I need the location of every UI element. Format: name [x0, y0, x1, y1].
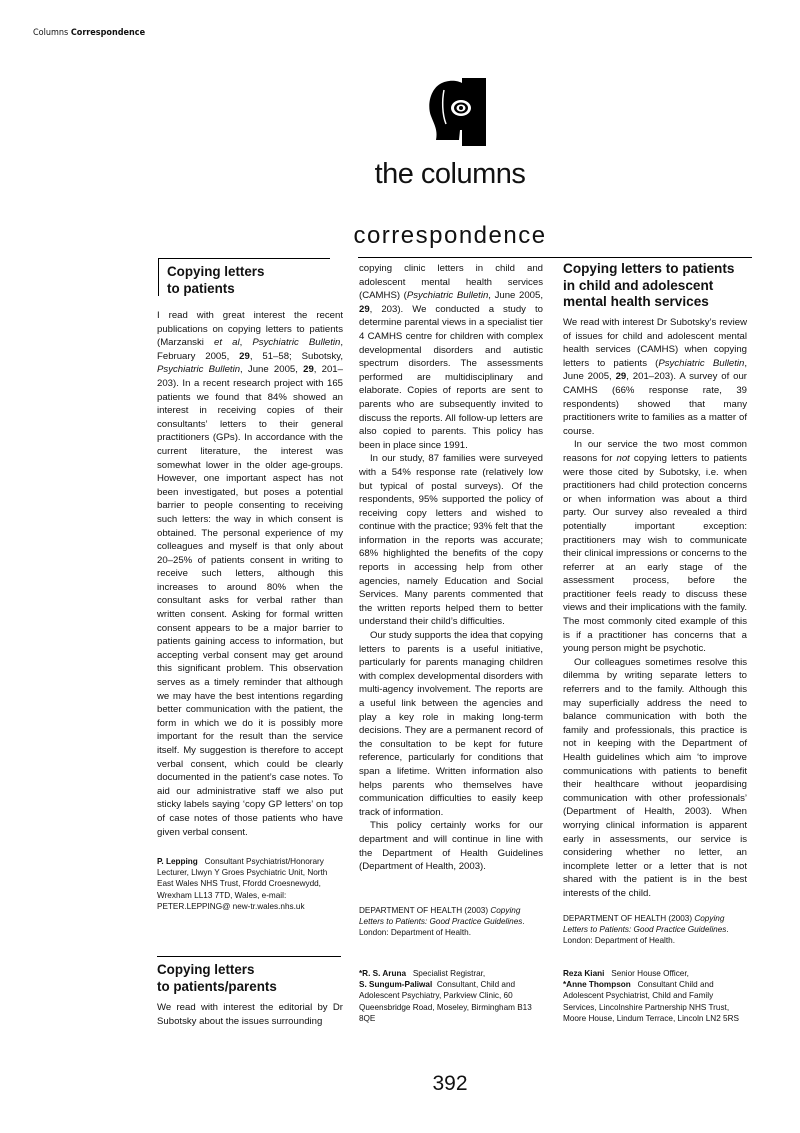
header-section: Columns [33, 28, 69, 38]
letter2-body-start: We read with interest the editorial by Dr Subotsky about the issues surrounding [157, 1002, 343, 1027]
letter1-title: Copying letters to patients [167, 264, 265, 296]
masthead-subtitle: correspondence [353, 222, 547, 249]
letter3-paragraph: We read with interest Dr Subotsky’s review of issues for child and adolescent mental health services (CAMHS) when copying letters to patients (Psychiatric Bulletin, June 2005, 29, 201–203). A survey of our CAMHS (66% response rate, 39 respondents) showed that many practitioners write to families as a matter of course. [563, 317, 747, 437]
letter2-signature: *R. S. Aruna Specialist Registrar, S. Sungum-Paliwal Consultant, Child and Adolescent Psychiatry, Parkview Clinic, 60 Queensbridge Road, Moseley, Birmingham B13 8QE [359, 969, 532, 1023]
letter2-paragraph: copying clinic letters in child and adolescent mental health services (CAMHS) (Psychiatric Bulletin, June 2005, 29, 203). We conducted a study to determine parental views in a specialist tier 4 CAMHS centre for children with complex developmental disorders and autistic spectrum disorders. The assessments performed are multidisciplinary and elaborate. Copies of reports are sent to parents who are subsequently invited to discuss the reports. All follow-up letters are also copied to parents. This policy has been in place since 1991. [359, 263, 543, 451]
letter2-title: Copying letters to patients/parents [157, 962, 277, 994]
letter3-paragraph: Our colleagues sometimes resolve this dilemma by writing separate letters to referrers and to the family. Although this may superficially address the need to balance communication with both the family and professionals, this practice is not in keeping with the Department of Health guidelines which aim ‘to improve communications with patients to benefit their healthcare without jeopardising communication with other professionals’ (Department of Health, 2003). When worrying clinical information is apparent early in assessments, our service is considering whether no letter, an incomplete letter or a letter that is not shared with the patient is in the best interests of the child. [563, 656, 747, 899]
letter1-body [157, 309, 343, 839]
letter3-signature: Reza Kiani Senior House Officer, *Anne Thompson Consultant Child and Adolescent Psychiatrist, Child and Family Services, Lincolnshire Partnership NHS Trust, Moore House, Lindum Terrace, Lincoln LN2 5RS [563, 969, 739, 1023]
header-subsection: Correspondence [70, 28, 146, 38]
columns-logo-icon [426, 78, 488, 146]
letter1-title-rule [158, 258, 330, 259]
running-header [33, 28, 145, 38]
letter3-title: Copying letters to patients in child and adolescent mental health services [563, 261, 735, 309]
letter2-paragraph: Our study supports the idea that copying letters to parents is a useful initiative, particularly for parents managing children with complex developmental disorders with multi-agency involvement. The reports are a useful link between the agencies and play a key role in making long-term decisions. They are a permanent record of the consultation to be kept for future reference, particularly for conditions that span a lifetime. Written information also helps parents who themselves have communication difficulties to easily keep track of information. [359, 630, 543, 818]
letter3-reference: DEPARTMENT OF HEALTH (2003) Copying Letters to Patients: Good Practice Guidelines. London: Department of Health. [563, 914, 729, 946]
letter3-body [563, 316, 747, 901]
top-rule [358, 257, 752, 258]
letter1-paragraph: I read with great interest the recent publications on copying letters to patients (Marzanski et al, Psychiatric Bulletin, February 2005, 29, 51–58; Subotsky, Psychiatric Bulletin, June 2005, 29, 201–203). In a recent research project with 165 patients we found that 84% showed an interest in receiving copies of their consultants’ letters to their general practitioners (GPs). In accordance with the current literature, the interest was somewhat lower in the older age-groups. However, one important aspect has not been investigated, but poses a potential barrier to people consenting to receiving such letters: the way in which consent is obtained. The personal experience of my colleagues and myself is that only about 20–25% of patients consent in writing to receive such letters, although this increases to around 80% when the consultant asks for verbal rather than written consent. Asking for formal written consent appears to be a major barrier to patients gaining access to information, but accepting verbal consent may get around this significant problem. This observation serves as a timely reminder that although we may have the best intentions regarding better communication with the patient, the form in which we do it is possibly more important for the result than the service itself. My suggestion is therefore to accept verbal consent, which could be clearly documented in the patient’s case notes. To aid our administrative staff we also put sticky labels saying ‘copy GP letters’ on top of case notes of those patients who have given verbal consent. [157, 310, 343, 838]
letter3-paragraph: In our service the two most common reasons for not copying letters to patients were those cited by Subotsky, i.e. when practitioners had child protection concerns or when information was about a third party. Our survey also revealed a third potentially important exception: practitioners may wish to communicate their clinical impressions or concerns to the referrer at an early stage of the assessment process, before the practitioner feels ready to discuss these views and their implications with the family. The most commonly cited example of this is if a practitioner has concerns that a young person might be psychotic. [563, 439, 747, 655]
letter1-signature: P. Lepping Consultant Psychiatrist/Honorary Lecturer, Llwyn Y Groes Psychiatric Unit, North East Wales NHS Trust, Ffordd Croesnewydd, Wrexham LL13 7TD, Wales, e-mail: PETER.LEPPING@ new-tr.wales.nhs.uk [157, 857, 328, 911]
masthead-title: the columns [374, 158, 526, 190]
letter2-paragraph: This policy certainly works for our department and will continue in line with the Department of Health Guidelines (Department of Health, 2003). [359, 820, 543, 873]
letter2-paragraph: In our study, 87 families were surveyed with a 54% response rate (relatively low but typical of postal surveys). Of the respondents, 95% supported the policy of receiving copy letters and wished to continue with the practice; 93% felt that the information in the reports was accurate; 68% highlighted the benefits of the copy reports in accessing help from other agencies, namely Education and Social Services. Many parents commented that the written reports helped them to better understand their child’s difficulties. [359, 453, 543, 628]
letter2-body [359, 262, 543, 874]
letter2-title-rule [157, 956, 341, 957]
letter2-reference: DEPARTMENT OF HEALTH (2003) Copying Letters to Patients: Good Practice Guidelines. London: Department of Health. [359, 906, 525, 938]
page-number: 392 [432, 1072, 468, 1095]
